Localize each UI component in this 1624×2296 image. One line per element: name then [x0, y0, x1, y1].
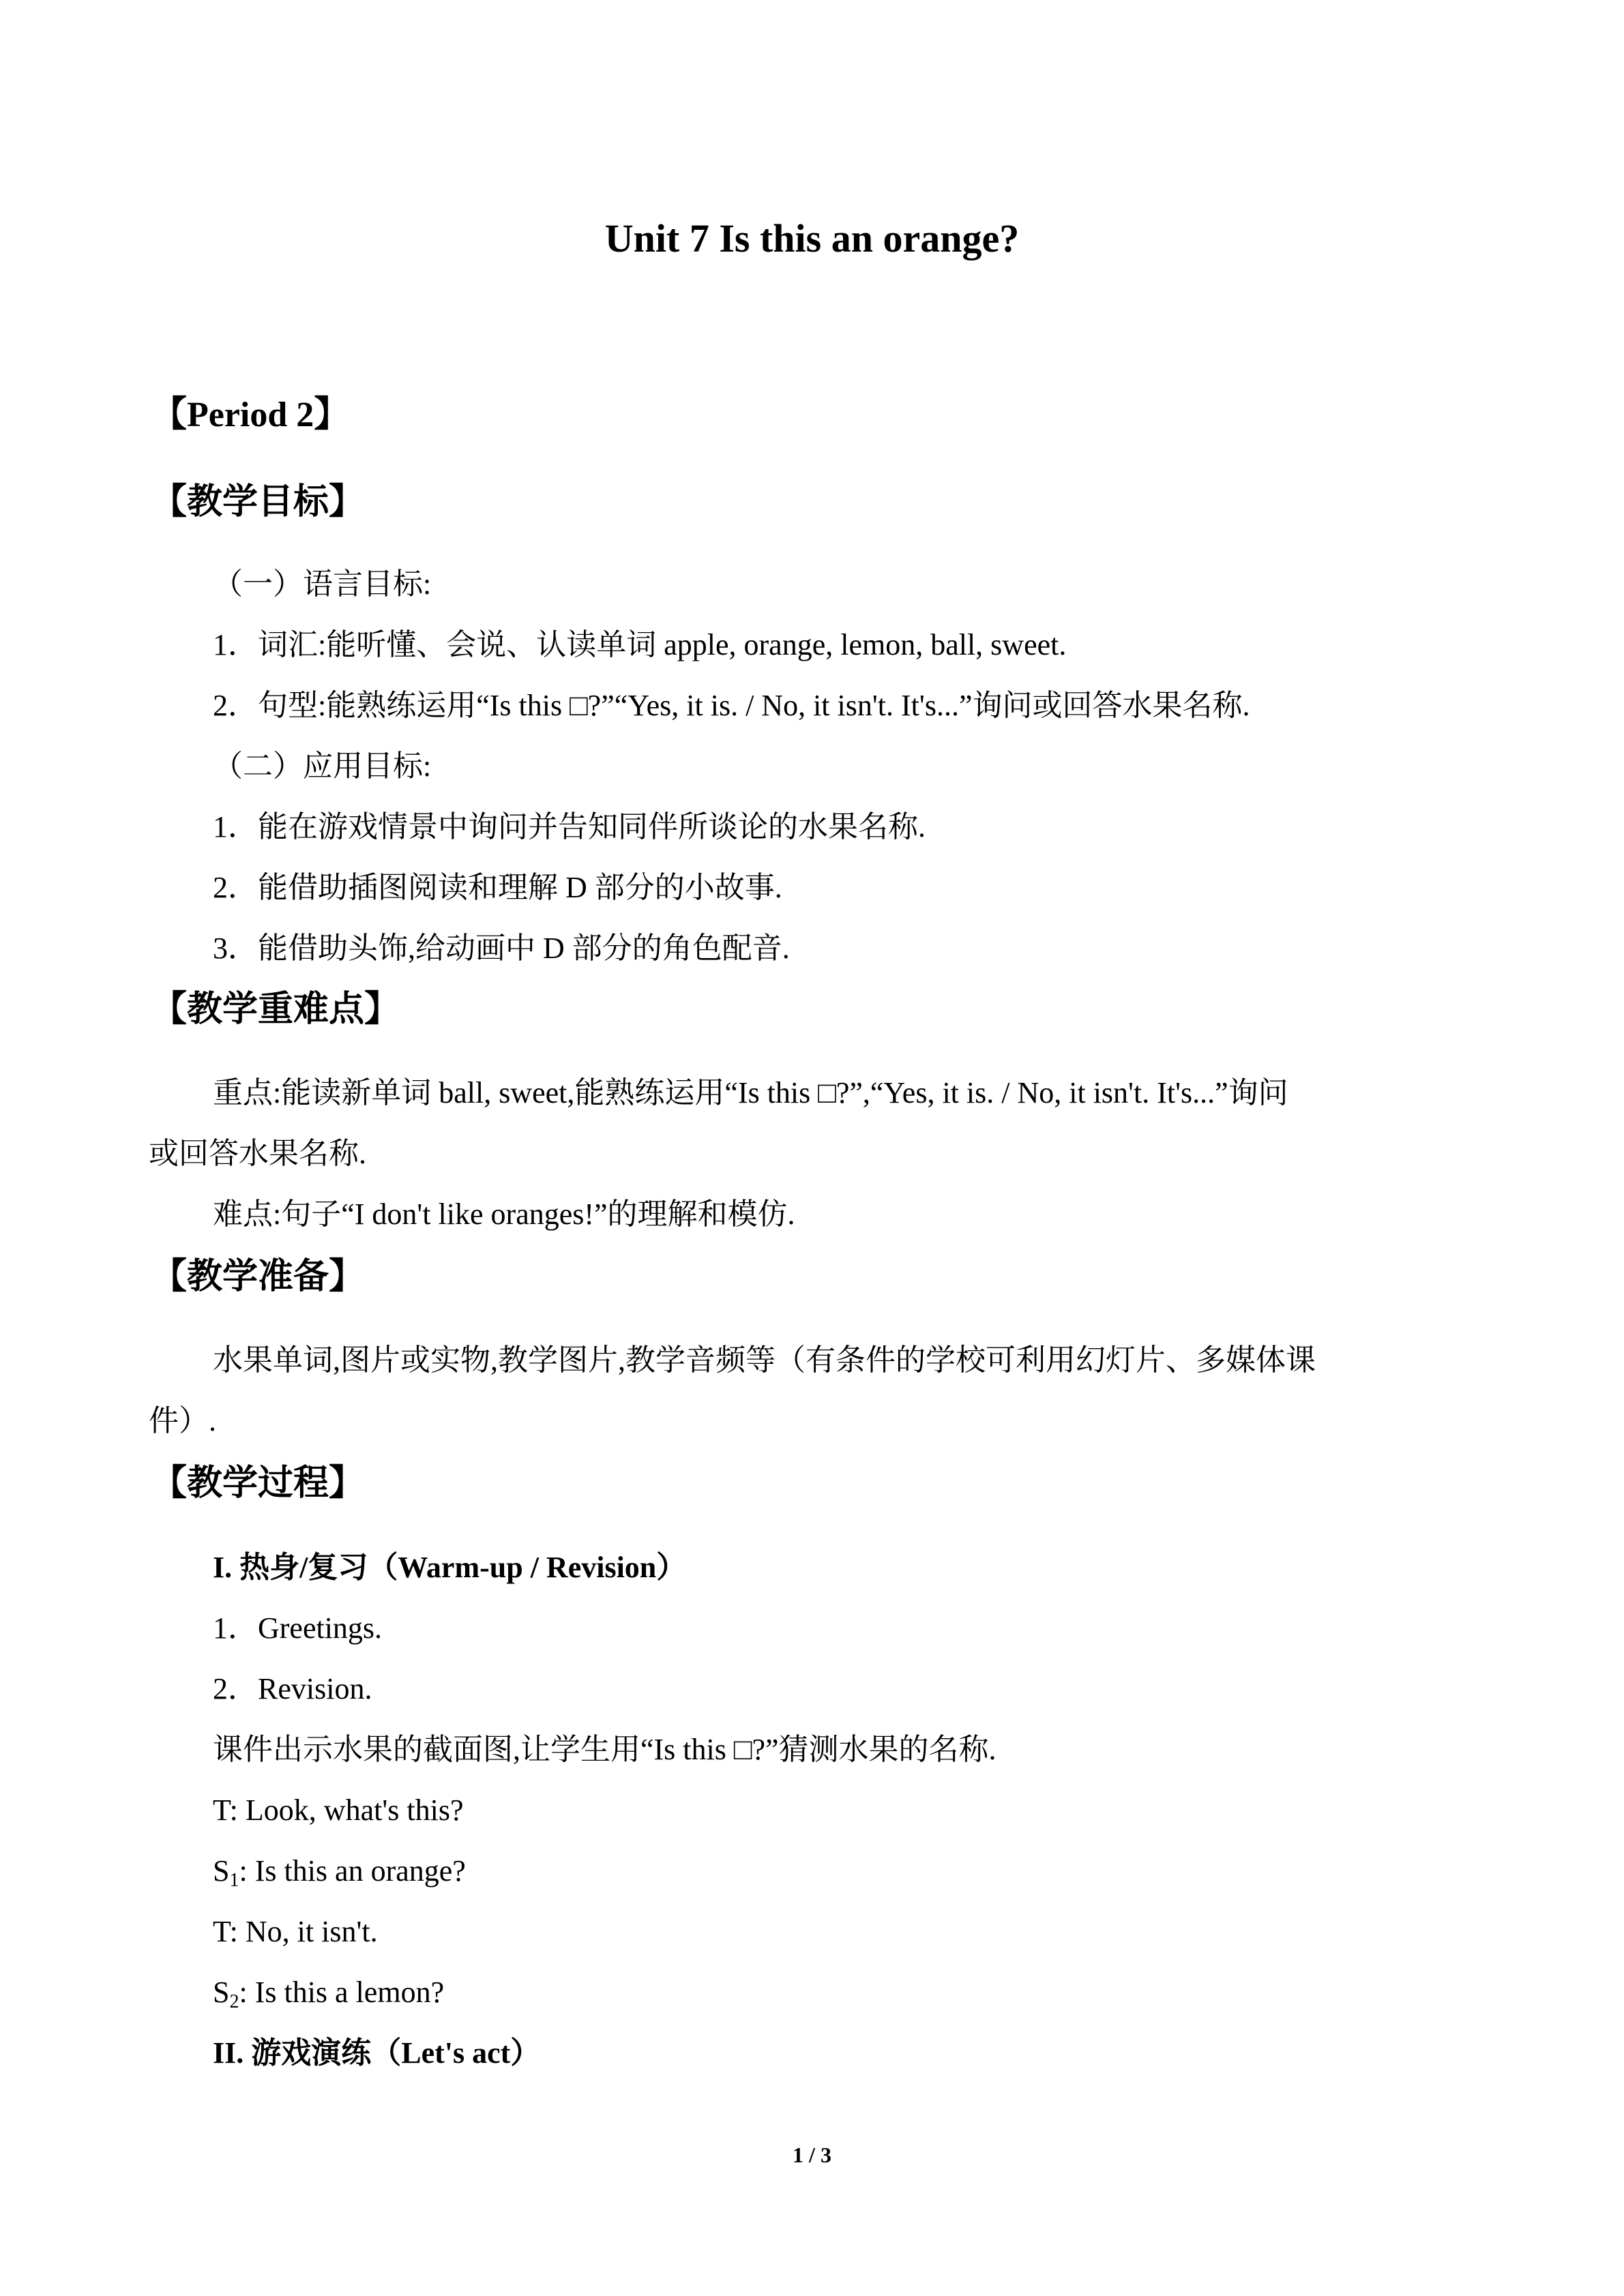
preparation-heading: 【教学准备】 [151, 1257, 365, 1296]
section-lets-act: II. 游戏演练（Let's act） [213, 2036, 541, 2070]
greetings-step: 1．Greetings. [213, 1611, 383, 1645]
key-point-line-1: 重点:能读新单词 ball, sweet,能熟练运用“Is this □?”,“Yes, it is. / No, it isn't. It's...”询问 [213, 1076, 1288, 1109]
period-heading: 【Period 2】 [151, 396, 350, 434]
dialogue-student-1 [213, 1850, 466, 1892]
preparation-line-2: 件）. [149, 1404, 216, 1437]
preparation-line-1: 水果单词,图片或实物,教学图片,教学音频等（有条件的学校可利用幻灯片、多媒体课 [213, 1343, 1316, 1377]
language-goal: （一）语言目标: [213, 567, 432, 601]
application-item-2: 2．能借助插图阅读和理解 D 部分的小故事. [213, 871, 782, 904]
difficulty-point: 难点:句子“I don't like oranges!”的理解和模仿. [213, 1197, 795, 1231]
dialogue-student-2 [213, 1971, 444, 2014]
revision-step: 2．Revision. [213, 1672, 372, 1705]
speaker-label: S [213, 1854, 230, 1888]
dialogue-teacher-2: T: No, it isn't. [213, 1915, 378, 1948]
speaker-label: S [213, 1976, 230, 2009]
vocab-objective: 1．词汇:能听懂、会说、认读单词 apple, orange, lemon, ball, sweet. [213, 628, 1067, 661]
revision-description: 课件出示水果的截面图,让学生用“Is this □?”猜测水果的名称. [213, 1733, 996, 1766]
application-goal: （二）应用目标: [213, 749, 432, 783]
key-points-heading: 【教学重难点】 [151, 990, 400, 1029]
process-heading: 【教学过程】 [151, 1464, 365, 1503]
section-warm-up: I. 热身/复习（Warm-up / Revision） [213, 1551, 687, 1584]
document-title: Unit 7 Is this an orange? [604, 216, 1020, 260]
speaker-subscript: 2 [229, 1991, 239, 2012]
dialogue-teacher-1: T: Look, what's this? [213, 1793, 464, 1827]
speaker-subscript: 1 [229, 1870, 239, 1891]
dialogue-text: : Is this an orange? [239, 1854, 466, 1888]
page-number: 1 / 3 [793, 2143, 831, 2167]
objectives-heading: 【教学目标】 [151, 483, 365, 522]
application-item-1: 1．能在游戏情景中询问并告知同伴所谈论的水果名称. [213, 810, 926, 844]
dialogue-text: : Is this a lemon? [239, 1976, 445, 2009]
application-item-3: 3．能借助头饰,给动画中 D 部分的角色配音. [213, 931, 790, 965]
key-point-line-2: 或回答水果名称. [149, 1137, 366, 1170]
pattern-objective: 2．句型:能熟练运用“Is this □?”“Yes, it is. / No, it isn't. It's...”询问或回答水果名称. [213, 689, 1250, 722]
